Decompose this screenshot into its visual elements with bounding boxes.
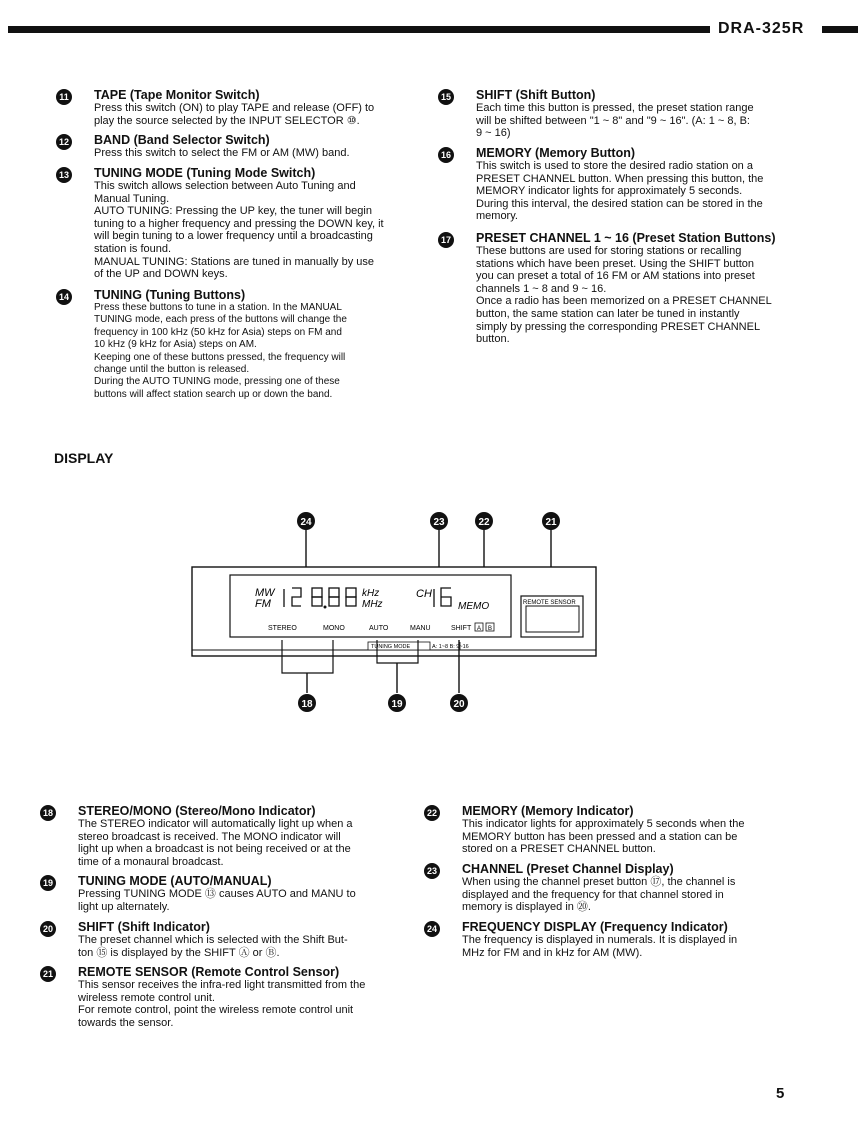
item-title: TAPE (Tape Monitor Switch) [94,88,260,102]
item-title: MEMORY (Memory Indicator) [462,804,634,818]
item-body: This indicator lights for approximately 5 seconds when the MEMORY button has been pressed and a station can be stored on a PRESET CHANNEL button. [462,818,745,856]
item-15 [438,88,810,140]
item-body: This switch is used to store the desired radio station on a PRESET CHANNEL button. When pressing this button, the MEMORY indicator lights for approximately 5 seconds. During this interval, the desired station can be stored in the memory. [476,160,764,223]
callout-24-label: 24 [300,517,312,528]
remote-sensor-window [526,606,579,632]
item-body: The frequency is displayed in numerals. It is displayed in MHz for FM and in kHz for AM (MW). [462,934,738,959]
item-body: Press this switch (ON) to play TAPE and release (OFF) to play the source selected by the INPUT SELECTOR ⑩. [94,102,375,127]
item-title: SHIFT (Shift Indicator) [78,920,210,934]
callout-19-label: 19 [391,699,403,710]
item-22 [424,804,804,856]
item-11 [56,88,416,127]
item-body: When using the channel preset button ⑰, the channel is displayed and the frequency for that channel stored in memory is displayed in ⑳. [462,876,736,914]
shift-a-label: A [477,626,482,632]
item-23 [424,862,804,914]
section-title: DISPLAY [54,450,114,466]
item-number-badge: 18 [40,805,56,821]
item-body: Pressing TUNING MODE ⑬ causes AUTO and MANU to light up alternately. [78,888,356,913]
item-number-badge: 15 [438,89,454,105]
item-13 [56,166,416,281]
item-title: FREQUENCY DISPLAY (Frequency Indicator) [462,920,728,934]
item-title: BAND (Band Selector Switch) [94,133,270,147]
callout-23-icon [430,512,448,530]
item-number-badge: 21 [40,966,56,982]
indicator-auto: AUTO [369,625,389,632]
indicator-stereo: STEREO [268,625,297,632]
band-mw-label: MW [255,587,275,599]
item-title: PRESET CHANNEL 1 ~ 16 (Preset Station Buttons) [476,231,776,245]
item-title: TUNING (Tuning Buttons) [94,288,246,302]
item-number-badge: 11 [56,89,72,105]
item-24 [424,920,804,959]
item-number-badge: 24 [424,921,440,937]
indicator-manu: MANU [410,625,431,632]
item-number-badge: 19 [40,875,56,891]
item-body: The STEREO indicator will automatically light up when a stereo broadcast is received. The MONO indicator will light up when a broadcast is not being received or at the time of a monaural broadcast. [78,818,353,868]
item-body: This switch allows selection between Auto Tuning and Manual Tuning. AUTO TUNING: Pressing the UP key, the tuner will begin tuning to a higher frequency and pressing the DOWN key, it will begin tuning to a lower frequency until a broadcasting station is found. MANUAL TUNING: Stations are tuned in manually by use of the UP and DOWN keys. [94,180,384,281]
item-12 [56,133,416,160]
item-body: This sensor receives the infra-red light transmitted from the wireless remote control unit. For remote control, point the wireless remote control unit towards the sensor. [78,979,366,1029]
remote-sensor-label: REMOTE SENSOR [523,600,576,606]
item-number-badge: 17 [438,232,454,248]
item-title: TUNING MODE (AUTO/MANUAL) [78,874,272,888]
item-19 [40,874,410,913]
display-diagram [0,505,866,765]
item-title: MEMORY (Memory Button) [476,146,636,160]
item-number-badge: 14 [56,289,72,305]
band-fm-label: FM [255,598,271,610]
shift-range-label: A: 1~8 B: 9~16 [432,644,469,650]
item-number-badge: 23 [424,863,440,879]
item-16 [438,146,810,223]
item-14 [56,288,416,401]
item-21 [40,965,410,1029]
callout-19-icon [388,694,406,712]
page-number: 5 [776,1085,785,1102]
channel-label: CH [416,588,432,600]
decimal-point [324,606,327,609]
callout-20-label: 20 [453,699,465,710]
callout-21-icon [542,512,560,530]
callout-22-label: 22 [478,517,490,528]
unit-mhz-label: MHz [362,599,383,610]
callout-23-label: 23 [433,517,445,528]
model-number: DRA-325R [718,20,805,37]
item-number-badge: 20 [40,921,56,937]
callout-20-icon [450,694,468,712]
callout-18-icon [298,694,316,712]
item-number-badge: 22 [424,805,440,821]
item-body: Press this switch to select the FM or AM (MW) band. [94,147,350,159]
item-20 [40,920,410,959]
item-18 [40,804,410,868]
shift-b-label: B [488,626,493,632]
item-body: Press these buttons to tune in a station. In the MANUAL TUNING mode, each press of the buttons will change the frequency in 100 kHz (50 kHz for Asia) steps on FM and 10 kHz (9 kHz for Asia) steps on AM. Keeping one of these buttons pressed, the frequency will change until the button is released. During the AUTO TUNING mode, pressing one of these buttons will affect station search up or down the band. [94,302,347,400]
callout-21-label: 21 [545,517,557,528]
callout-24-icon [297,512,315,530]
callout-22-icon [475,512,493,530]
item-title: STEREO/MONO (Stereo/Mono Indicator) [78,804,316,818]
item-title: SHIFT (Shift Button) [476,88,596,102]
item-number-badge: 12 [56,134,72,150]
item-number-badge: 16 [438,147,454,163]
memo-label: MEMO [458,601,490,612]
item-number-badge: 13 [56,167,72,183]
indicator-mono: MONO [323,625,345,632]
unit-khz-label: kHz [362,588,380,599]
item-17 [438,231,810,346]
indicator-shift: SHIFT [451,625,472,632]
item-body: Each time this button is pressed, the preset station range will be shifted between "1 ~ 8" and "9 ~ 16". (A: 1 ~ 8, B: 9 ~ 16) [476,102,754,140]
item-body: The preset channel which is selected with the Shift But- ton ⑮ is displayed by the SHIFT Ⓐ or Ⓑ. [78,934,348,959]
callout-18-label: 18 [301,699,313,710]
item-title: TUNING MODE (Tuning Mode Switch) [94,166,316,180]
header-rule-right [822,26,858,33]
header-rule-left [8,26,710,33]
item-title: CHANNEL (Preset Channel Display) [462,862,674,876]
tuning-mode-label: TUNING MODE [371,644,411,650]
item-body: These buttons are used for storing stations or recalling stations which have been preset. Using the SHIFT button you can preset a total of 16 FM or AM stations into preset channels 1 ~ 8 and 9 ~ 16. Once a radio has been memorized on a PRESET CHANNEL button, the same station can later be tuned in instantly simply by pressing the corresponding PRESET CHANNEL button. [476,245,772,346]
item-title: REMOTE SENSOR (Remote Control Sensor) [78,965,340,979]
